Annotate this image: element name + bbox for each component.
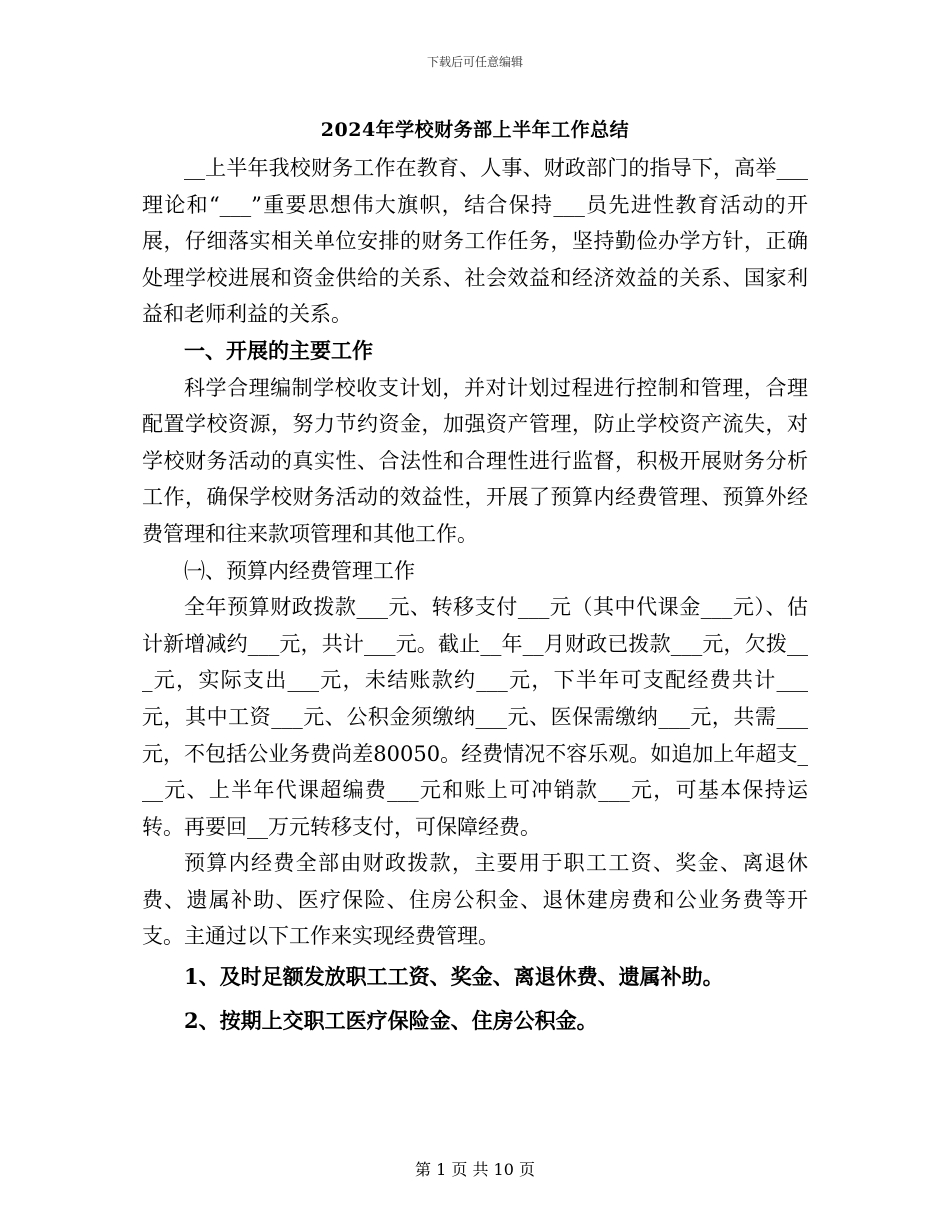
intro-paragraph: __上半年我校财务工作在教育、人事、财政部门的指导下，高举___理论和“___”重要思想伟大旗帜，结合保持___员先进性教育活动的开展，仔细落实相关单位安排的财务工作任务，坚持勤俭办学方针，正确处理学校进展和资金供给的关系、社会效益和经济效益的关系、国家利益和老师利益的关系。 (142, 156, 808, 327)
budget-paragraph-1: 全年预算财政拨款___元、转移支付___元（其中代课金___元）、估计新增减约___元，共计___元。截止__年__月财政已拨款___元，欠拨___元，实际支出___元，未结账款约___元，下半年可支配经费共计___元，其中工资___元、公积金须缴纳___元、医保需缴纳___元，共需___元，不包括公业务费尚差80050。经费情况不容乐观。如追加上年超支___元、上半年代课超编费___元和账上可冲销款___元，可基本保持运转。再要回__万元转移支付，可保障经费。 (142, 595, 808, 839)
document-body (142, 150, 808, 1043)
list-item-2: 2、按期上交职工医疗保险金、住房公积金。 (184, 1008, 598, 1034)
document-title: 2024年学校财务部上半年工作总结 (320, 119, 630, 141)
subsection-heading-budget: ㈠、预算内经费管理工作 (184, 558, 415, 583)
section-heading-main-work: 一、开展的主要工作 (184, 337, 373, 363)
main-work-paragraph: 科学合理编制学校收支计划，并对计划过程进行控制和管理，合理配置学校资源，努力节约资金，加强资产管理，防止学校资产流失，对学校财务活动的真实性、合法性和合理性进行监督，积极开展财务分析工作，确保学校财务活动的效益性，开展了预算内经费管理、预算外经费管理和往来款项管理和其他工作。 (142, 375, 808, 546)
budget-paragraph-2: 预算内经费全部由财政拨款，主要用于职工工资、奖金、离退休费、遗属补助、医疗保险、住房公积金、退休建房费和公业务费等开支。主通过以下工作来实现经费管理。 (142, 851, 808, 949)
page-number: 第 1 页 共 10 页 (415, 1160, 535, 1179)
header-note: 下载后可任意编辑 (426, 55, 523, 69)
list-item-1: 1、及时足额发放职工工资、奖金、离退休费、遗属补助。 (184, 964, 724, 990)
